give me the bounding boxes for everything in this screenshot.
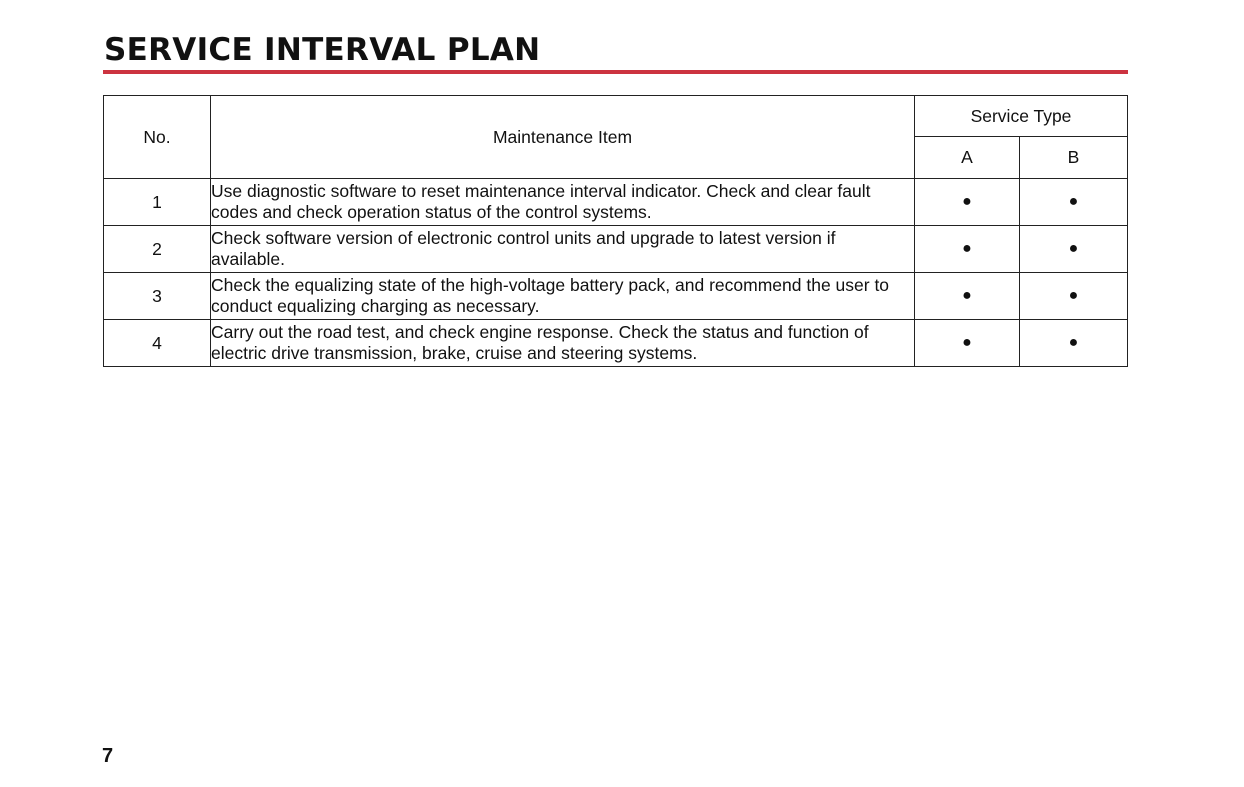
service-a-bullet-icon: ● bbox=[915, 179, 1020, 226]
header-service-a: A bbox=[915, 137, 1020, 179]
table-row bbox=[104, 179, 1128, 226]
service-a-bullet-icon: ● bbox=[915, 226, 1020, 273]
page-title: SERVICE INTERVAL PLAN bbox=[104, 32, 541, 68]
service-b-bullet-icon: ● bbox=[1020, 226, 1128, 273]
header-maintenance-item: Maintenance Item bbox=[211, 96, 915, 179]
header-no: No. bbox=[104, 96, 211, 179]
maintenance-item-text: Use diagnostic software to reset maintenance interval indicator. Check and clear fault codes and check operation status of the control systems. bbox=[211, 179, 915, 226]
service-b-bullet-icon: ● bbox=[1020, 179, 1128, 226]
row-number: 4 bbox=[104, 320, 211, 367]
maintenance-item-text: Carry out the road test, and check engine response. Check the status and function of electric drive transmission, brake, cruise and steering systems. bbox=[211, 320, 915, 367]
service-a-bullet-icon: ● bbox=[915, 273, 1020, 320]
table-row bbox=[104, 226, 1128, 273]
header-service-b: B bbox=[1020, 137, 1128, 179]
service-b-bullet-icon: ● bbox=[1020, 273, 1128, 320]
service-interval-table bbox=[103, 95, 1128, 367]
service-a-bullet-icon: ● bbox=[915, 320, 1020, 367]
header-service-type: Service Type bbox=[915, 96, 1128, 137]
service-b-bullet-icon: ● bbox=[1020, 320, 1128, 367]
page-number: 7 bbox=[102, 745, 114, 767]
maintenance-item-text: Check software version of electronic control units and upgrade to latest version if available. bbox=[211, 226, 915, 273]
row-number: 3 bbox=[104, 273, 211, 320]
maintenance-item-text: Check the equalizing state of the high-voltage battery pack, and recommend the user to conduct equalizing charging as necessary. bbox=[211, 273, 915, 320]
row-number: 2 bbox=[104, 226, 211, 273]
table-row bbox=[104, 320, 1128, 367]
title-underline bbox=[103, 70, 1128, 74]
row-number: 1 bbox=[104, 179, 211, 226]
table-row bbox=[104, 273, 1128, 320]
